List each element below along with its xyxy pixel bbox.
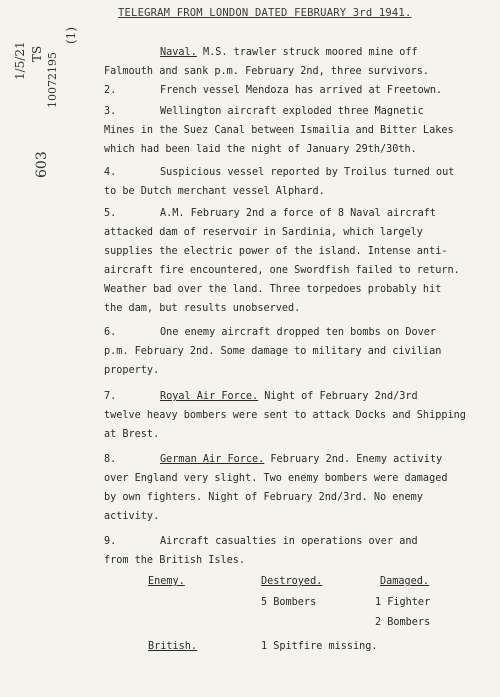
p8-heading: German Air Force. (160, 454, 265, 465)
british-label: British. (148, 641, 198, 652)
enemy-damaged-value-2: 2 Bombers (375, 617, 431, 628)
enemy-damaged-value-1: 1 Fighter (375, 597, 431, 608)
p8-line-4: activity. (104, 511, 160, 522)
p7-line-2: twelve heavy bombers were sent to attack Docks and Shipping (104, 410, 466, 421)
margin-note-4: (1) (64, 27, 78, 44)
p9-number: 9. (104, 536, 117, 547)
p8-line-1 (160, 454, 442, 466)
margin-note-2: TS (30, 45, 44, 62)
p5-number: 5. (104, 208, 117, 219)
p5-line-4: aircraft fire encountered, one Swordfish failed to return. (104, 265, 460, 276)
p6-line-1: One enemy aircraft dropped ten bombs on Dover (160, 327, 437, 338)
p5-line-6: the dam, but results unobserved. (104, 303, 301, 314)
document-title: TELEGRAM FROM LONDON DATED FEBRUARY 3rd 1941. (118, 7, 412, 19)
p4-line-1: Suspicious vessel reported by Troilus turned out (160, 167, 455, 178)
p5-line-2: attacked dam of reservoir in Sardinia, which largely (104, 227, 423, 238)
margin-note-5: 603 (34, 151, 50, 178)
p9-line-2: from the British Isles. (104, 555, 246, 566)
p8-line-1-text: February 2nd. Enemy activity (270, 454, 443, 465)
p8-line-2: over England very slight. Two enemy bombers were damaged (104, 473, 448, 484)
p3-line-1: Wellington aircraft exploded three Magnetic (160, 106, 424, 117)
p8-number: 8. (104, 454, 117, 465)
p7-line-3: at Brest. (104, 429, 160, 440)
p7-heading: Royal Air Force. (160, 391, 259, 402)
p8-line-3: by own fighters. Night of February 2nd/3rd. No enemy (104, 492, 423, 503)
p3-number: 3. (104, 106, 117, 117)
p5-line-3: supplies the electric power of the island. Intense anti- (104, 246, 448, 257)
col-header-enemy: Enemy. (148, 576, 185, 587)
p3-line-3: which had been laid the night of January 29th/30th. (104, 144, 417, 155)
p1-line-2: Falmouth and sank p.m. February 2nd, three survivors. (104, 66, 430, 77)
p3-line-2: Mines in the Suez Canal between Ismailia and Bitter Lakes (104, 125, 454, 136)
col-header-destroyed: Destroyed. (261, 576, 323, 587)
p4-number: 4. (104, 167, 117, 178)
p5-line-1: A.M. February 2nd a force of 8 Naval aircraft (160, 208, 437, 219)
p7-line-1-text: Night of February 2nd/3rd (264, 391, 418, 402)
col-header-damaged: Damaged. (380, 576, 430, 587)
p7-number: 7. (104, 391, 117, 402)
p4-line-2: to be Dutch merchant vessel Alphard. (104, 186, 325, 197)
enemy-destroyed-value: 5 Bombers (261, 597, 317, 608)
p5-line-5: Weather bad over the land. Three torpedoes probably hit (104, 284, 442, 295)
p2-number: 2. (104, 85, 117, 96)
p6-line-2: p.m. February 2nd. Some damage to military and civilian (104, 346, 442, 357)
p2-line-1: French vessel Mendoza has arrived at Freetown. (160, 85, 443, 96)
p9-line-1: Aircraft casualties in operations over and (160, 536, 418, 547)
p6-number: 6. (104, 327, 117, 338)
british-destroyed-value: 1 Spitfire missing. (261, 641, 378, 652)
margin-note-3: 10072195 (46, 52, 59, 108)
p6-line-3: property. (104, 365, 160, 376)
p7-line-1 (160, 391, 418, 403)
margin-note-1: 1/5/21 (13, 41, 27, 80)
p1-line-1: Naval. M.S. trawler struck moored mine off (160, 47, 418, 58)
